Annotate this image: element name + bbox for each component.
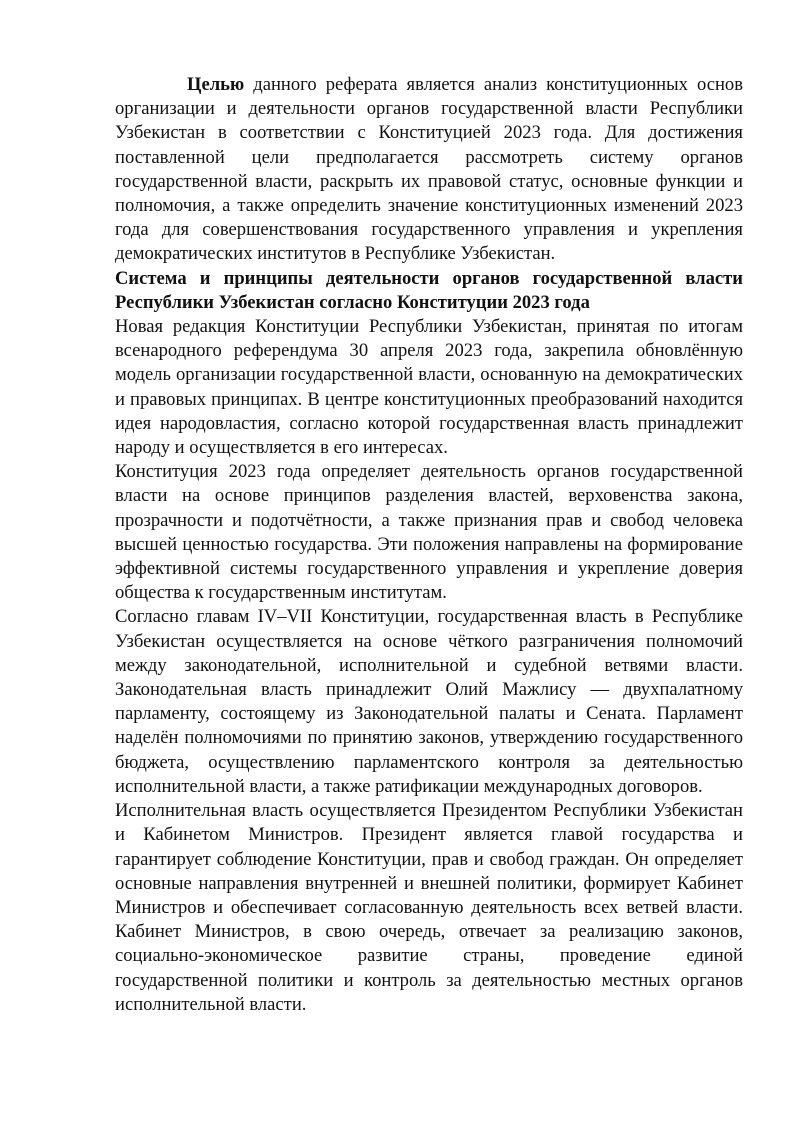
body-paragraph: Конституция 2023 года определяет деятельность органов государственной власти на основе принципов разделения властей, верховенства закона, прозрачности и подотчётности, а также признания прав и свобод человека высшей ценностью государства. Эти положения направлены на формирование эффективной системы государственного управления и укрепление доверия общества к государственным институтам. [115,461,743,604]
section-heading: Система и принципы деятельности органов государственной власти Республики Узбекистан согласно Конституции 2023 года [115,267,743,313]
document-page [115,73,743,1017]
body-paragraph: Согласно главам IV–VII Конституции, государственная власть в Республике Узбекистан осуществляется на основе чёткого разграничения полномочий между законодательной, исполнительной и судебной ветвями власти. Законодательная власть принадлежит Олий Мажлису — двухпалатному парламенту, состоящему из Законодательной палаты и Сената. Парламент наделён полномочиями по принятию законов, утверждению государственного бюджета, осуществлению парламентского контроля за деятельностью исполнительной власти, а также ратификации международных договоров. [115,606,743,797]
intro-paragraph [115,73,743,267]
body-paragraph: Новая редакция Конституции Республики Узбекистан, принятая по итогам всенародного референдума 30 апреля 2023 года, закрепила обновлённую модель организации государственной власти, основанную на демократических и правовых принципах. В центре конституционных преобразований находится идея народовластия, согласно которой государственная власть принадлежит народу и осуществляется в его интересах. [115,316,743,459]
intro-text: данного реферата является анализ конституционных основ организации и деятельности органов государственной власти Республики Узбекистан в соответствии с Конституцией 2023 года. Для достижения поставленной цели предполагается рассмотреть систему органов государственной власти, раскрыть их правовой статус, основные функции и полномочия, а также определить значение конституционных изменений 2023 года для совершенствования государственного управления и укрепления демократических институтов в Республике Узбекистан. [115,74,743,265]
intro-lead-word: Целью [187,74,245,95]
body-paragraph: Исполнительная власть осуществляется Президентом Республики Узбекистан и Кабинетом Министров. Президент является главой государства и гарантирует соблюдение Конституции, прав и свобод граждан. Он определяет основные направления внутренней и внешней политики, формирует Кабинет Министров и обеспечивает согласованную деятельность всех ветвей власти. Кабинет Министров, в свою очередь, отвечает за реализацию законов, социально-экономическое развитие страны, проведение единой государственной политики и контроль за деятельностью местных органов исполнительной власти. [115,800,743,1015]
